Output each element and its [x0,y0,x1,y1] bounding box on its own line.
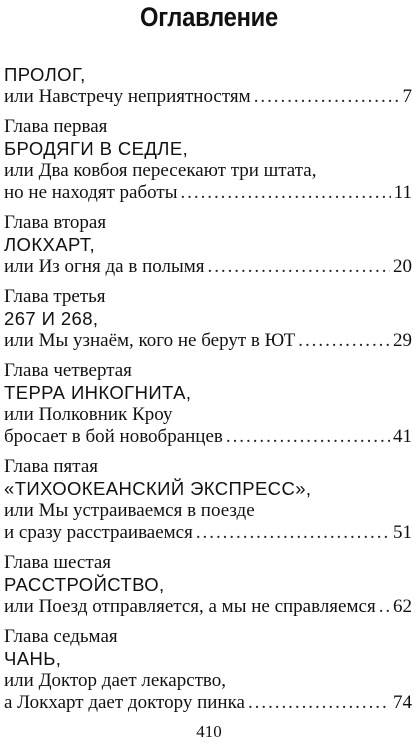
page-number: 62 [393,596,412,617]
dot-leader [180,182,390,204]
chapter-title: ЧАНЬ, [4,648,62,669]
chapter-number: Глава первая [4,116,108,137]
entry-subtitle-end: бросает в бой новобранцев [4,426,223,447]
toc-entry-chapter-4 [4,360,412,448]
entry-page-line [4,522,412,544]
entry-subtitle: или Доктор дает лекарство, [4,670,227,691]
chapter-number: Глава шестая [4,552,112,573]
page-number: 7 [402,86,412,107]
page-number: 29 [393,330,412,351]
entry-page-line [4,86,412,108]
entry-page-line [4,426,412,448]
chapter-title: ТЕРРА ИНКОГНИТА, [4,382,192,403]
entry-subtitle-end: но не находят работы [4,182,178,203]
chapter-number: Глава вторая [4,212,107,233]
chapter-number: Глава четвертая [4,360,132,381]
entry-page-line [4,596,412,618]
dot-leader [226,426,390,448]
chapter-number: Глава пятая [4,456,98,477]
chapter-number: Глава седьмая [4,626,118,647]
toc-entry-chapter-5 [4,456,412,544]
entry-page-line [4,182,412,204]
dot-leader [196,522,390,544]
toc-entry-chapter-3 [4,286,412,352]
chapter-title: БРОДЯГИ В СЕДЛЕ, [4,138,189,159]
entry-heading: ПРОЛОГ, [4,64,86,85]
dot-leader [248,692,390,714]
toc-entry-chapter-1 [4,116,412,204]
entry-page-line [4,692,412,714]
entry-subtitle: или Навстречу неприятностям [4,86,251,107]
page-title: Оглавление [140,2,278,32]
chapter-title: 267 И 268, [4,308,99,329]
table-of-contents [4,64,412,722]
entry-subtitle: или Из огня да в полымя [4,256,205,277]
chapter-title: ЛОКХАРТ, [4,234,96,255]
entry-page-line [4,256,412,278]
toc-entry-chapter-7 [4,626,412,714]
entry-subtitle: или Два ковбоя пересекают три штата, [4,160,317,181]
chapter-title: РАССТРОЙСТВО, [4,574,165,595]
entry-subtitle: или Мы узнаём, кого не берут в ЮТ [4,330,296,351]
entry-page-line [4,330,412,352]
page-number: 51 [393,522,412,543]
chapter-title: «ТИХООКЕАНСКИЙ ЭКСПРЕСС», [4,478,312,499]
entry-subtitle: или Полковник Кроу [4,404,173,425]
chapter-number: Глава третья [4,286,106,307]
toc-entry-chapter-6 [4,552,412,618]
entry-subtitle: или Мы устраиваемся в поезде [4,500,255,521]
toc-entry-prologue [4,64,412,108]
toc-entry-chapter-2 [4,212,412,278]
page-number: 74 [393,692,412,713]
page-folio-number: 410 [196,722,222,741]
dot-leader [379,596,390,618]
dot-leader [298,330,390,352]
entry-subtitle: или Поезд отправляется, а мы не справляемся [4,596,376,617]
dot-leader [254,86,400,108]
entry-subtitle-end: и сразу расстраиваемся [4,522,193,543]
entry-subtitle-end: а Локхарт дает доктору пинка [4,692,245,713]
dot-leader [208,256,391,278]
page-number: 11 [393,182,412,203]
page-number: 20 [393,256,412,277]
page-number: 41 [393,426,412,447]
